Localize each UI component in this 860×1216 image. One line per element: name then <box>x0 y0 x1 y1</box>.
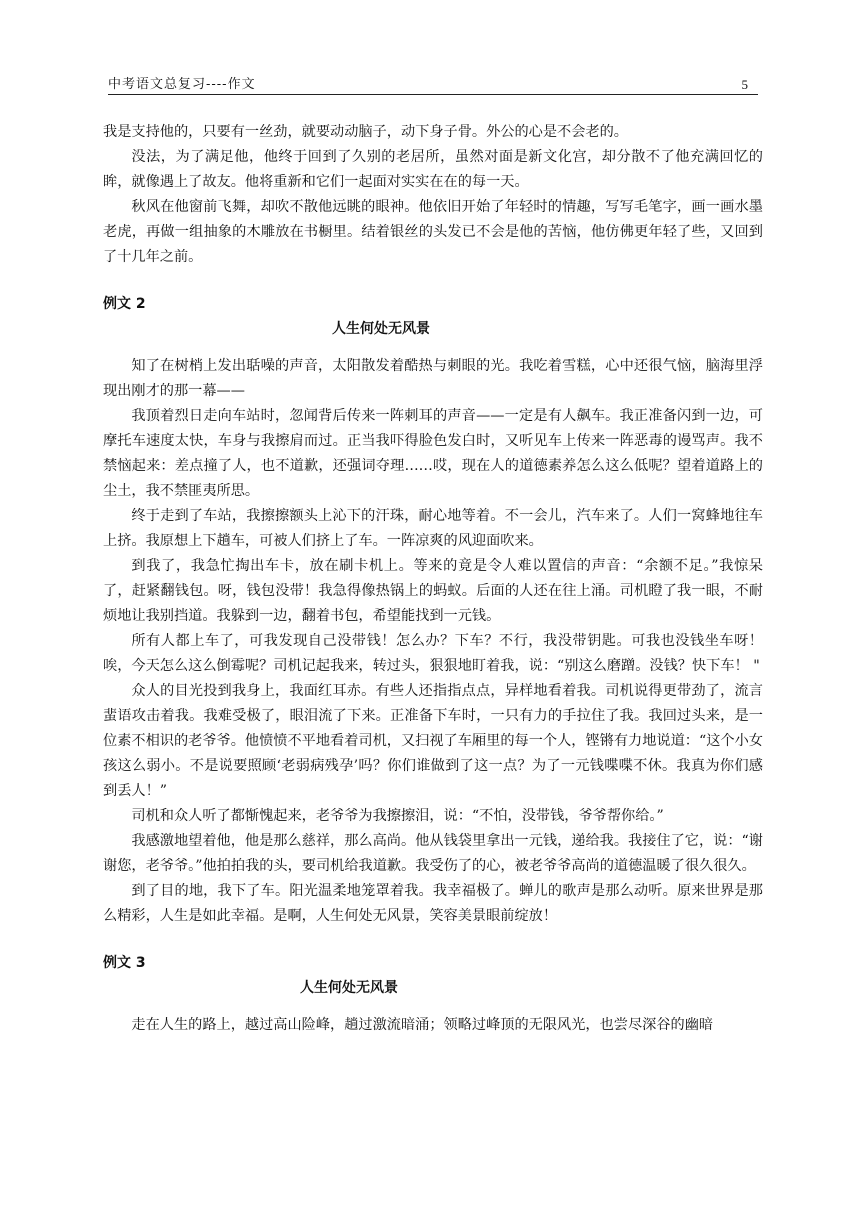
page-number: 5 <box>741 77 748 92</box>
example-2-body <box>103 354 763 929</box>
example-2-title: 人生何处无风景 <box>332 321 430 337</box>
example-2-paragraph: 知了在树梢上发出聒噪的声音，太阳散发着酷热与刺眼的光。我吃着雪糕，心中还很气恼，脑海里浮现出刚才的那一幕—— <box>103 358 763 399</box>
example-2-paragraph: 众人的目光投到我身上，我面红耳赤。有些人还指指点点，异样地看着我。司机说得更带劲了，流言蜚语攻击着我。我难受极了，眼泪流了下来。正准备下车时，一只有力的手拉住了我。我回过头来，是一位素不相识的老爷爷。他愤愤不平地看着司机，又扫视了车厢里的每一个人，铿锵有力地说道：“这个小女孩这么弱小。不是说要照顾‘老弱病残孕’吗？你们谁做到了这一点？为了一元钱喋喋不休。我真为你们感到丢人！” <box>103 683 763 799</box>
example-3-label: 例文 3 <box>103 955 146 971</box>
intro-paragraph-1: 我是支持他的，只要有一丝劲，就要动动脑子，动下身子骨。外公的心是不会老的。 <box>103 124 628 140</box>
example-2-paragraph: 我感激地望着他，他是那么慈祥，那么高尚。他从钱袋里拿出一元钱，递给我。我接住了它，说：“谢谢您，老爷爷。”他拍拍我的头，要司机给我道歉。我受伤了的心，被老爷爷高尚的道德温暖了很久很久。 <box>103 833 763 874</box>
example-2-paragraph: 司机和众人听了都惭愧起来，老爷爷为我擦擦泪，说：“不怕，没带钱，爷爷帮你给。” <box>131 808 664 824</box>
example-3-title: 人生何处无风景 <box>300 980 398 996</box>
example-2-paragraph: 到我了，我急忙掏出车卡，放在刷卡机上。等来的竟是令人难以置信的声音：“余额不足。”我惊呆了，赶紧翻钱包。呀，钱包没带！我急得像热锅上的蚂蚁。后面的人还在往上涌。司机瞪了我一眼，不耐烦地让我别挡道。我躲到一边，翻着书包，希望能找到一元钱。 <box>103 558 763 624</box>
page-header <box>108 76 758 95</box>
example-2-paragraph: 到了目的地，我下了车。阳光温柔地笼罩着我。我幸福极了。蝉儿的歌声是那么动听。原来世界是那么精彩，人生是如此幸福。是啊，人生何处无风景，笑容美景眼前绽放！ <box>103 883 763 924</box>
intro-paragraph-3: 秋风在他窗前飞舞，却吹不散他远眺的眼神。他依旧开始了年轻时的情趣，写写毛笔字，画一画水墨老虎，再做一组抽象的木雕放在书橱里。结着银丝的头发已不会是他的苦恼，他仿佛更年轻了些，又回到了十几年之前。 <box>103 199 763 265</box>
example-3-body <box>103 1013 763 1038</box>
document-body <box>103 120 763 1038</box>
example-2-paragraph: 终于走到了车站，我擦擦额头上沁下的汗珠，耐心地等着。不一会儿，汽车来了。人们一窝蜂地往车上挤。我原想上下趟车，可被人们挤上了车。一阵凉爽的风迎面吹来。 <box>103 508 763 549</box>
example-3-paragraph: 走在人生的路上，越过高山险峰，趟过激流暗涌；领略过峰顶的无限风光，也尝尽深谷的幽暗 <box>131 1017 714 1033</box>
example-2-paragraph: 所有人都上车了，可我发现自己没带钱！怎么办？下车？不行，我没带钥匙。可我也没钱坐车呀！唉，今天怎么这么倒霉呢？司机记起我来，转过头，狠狠地盯着我，说：“别这么磨蹭。没钱？快下车！ " <box>103 633 763 674</box>
example-2-label: 例文 2 <box>103 296 146 312</box>
intro-paragraph-2: 没法，为了满足他，他终于回到了久别的老居所，虽然对面是新文化宫，却分散不了他充满回忆的眸，就像遇上了故友。他将重新和它们一起面对实实在在的每一天。 <box>103 149 763 190</box>
example-2-paragraph: 我顶着烈日走向车站时，忽闻背后传来一阵刺耳的声音——一定是有人飙车。我正准备闪到一边，可摩托车速度太快，车身与我擦肩而过。正当我吓得脸色发白时，又听见车上传来一阵恶毒的谩骂声。我不禁恼起来：差点撞了人，也不道歉，还强词夺理……哎，现在人的道德素养怎么这么低呢？望着道路上的尘土，我不禁匪夷所思。 <box>103 408 763 499</box>
header-title: 中考语文总复习----作文 <box>108 77 256 92</box>
